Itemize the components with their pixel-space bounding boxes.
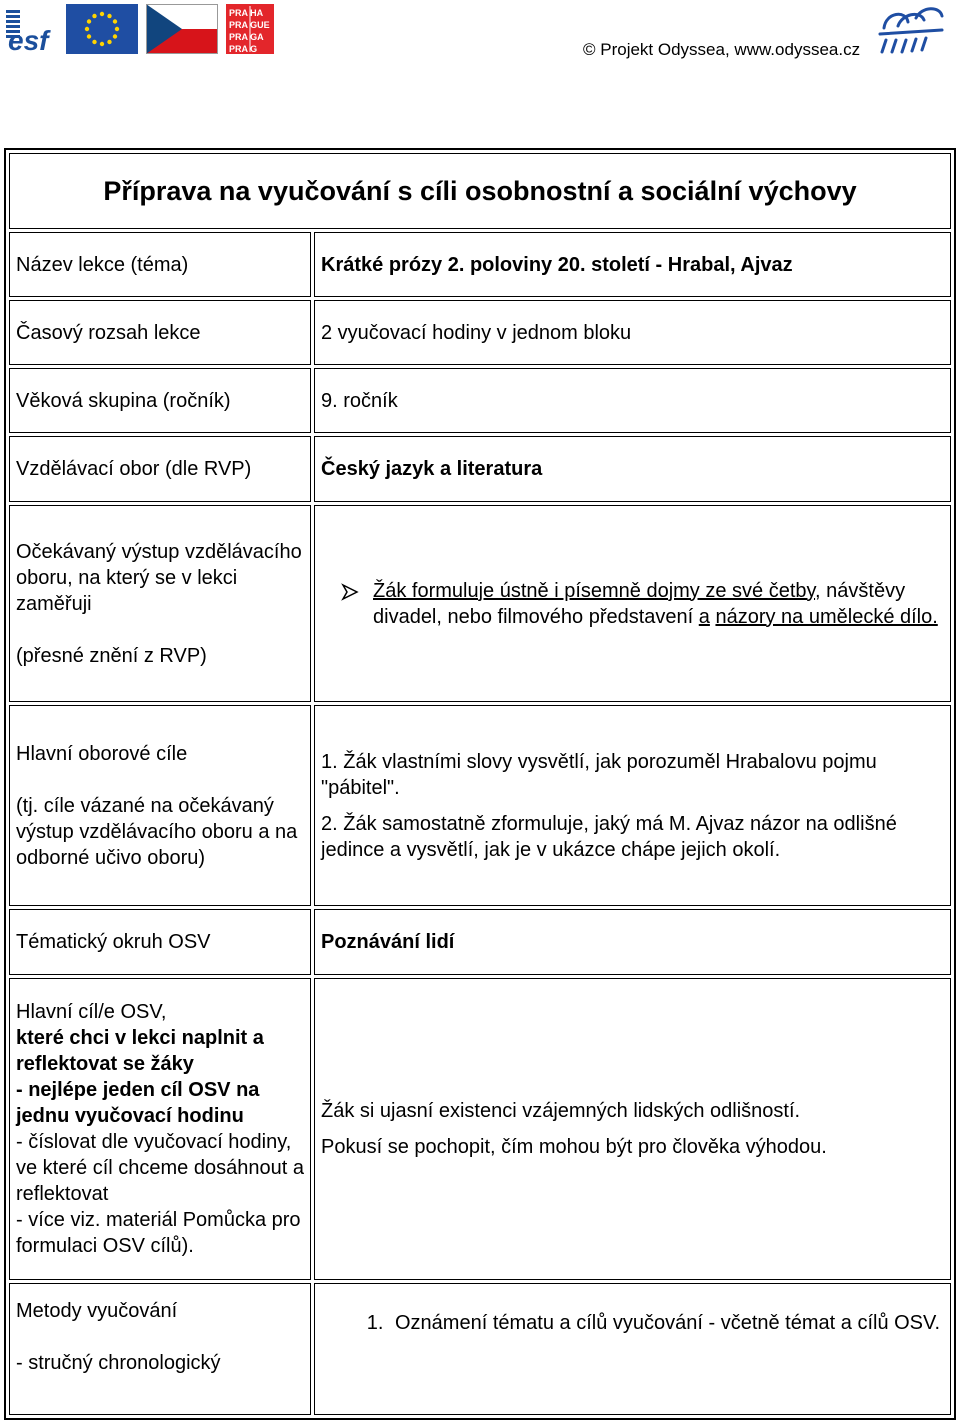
methods-item-1: 1. Oznámení tématu a cílů vyučování - včetně témat a cílů OSV. (389, 1310, 944, 1336)
osv-goals-label-2: které chci v lekci naplnit a reflektovat se žáky (16, 1027, 264, 1075)
osv-topic-value: Poznávání lidí (314, 909, 951, 975)
copyright-text: © Projekt Odyssea, www.odyssea.cz (583, 40, 861, 59)
main-goal-item-2: 2. Žák samostatně zformuluje, jaký má M. Ajvaz názor na odlišné jedince a vysvětlí, jak je v ukázce chápe jejich okolí. (321, 812, 897, 861)
praha-logo-line-1: PRA HA (229, 8, 263, 18)
row-methods (9, 1283, 951, 1415)
lesson-name-label: Název lekce (téma) (9, 232, 311, 297)
lesson-plan-table (4, 148, 956, 1420)
methods-list (321, 1310, 944, 1336)
praha-logo-line-3: PRA GA (229, 32, 264, 42)
expected-output-text-a: a (698, 605, 710, 628)
main-goals-sublabel: (tj. cíle vázané na očekávaný výstup vzdělávacího oboru a na odborné učivo oboru) (16, 794, 298, 869)
expected-output-note: (přesné znění z RVP) (16, 644, 207, 667)
eu-star-icon (100, 42, 104, 46)
osv-topic-label: Tématický okruh OSV (9, 909, 311, 975)
praha-logo (226, 4, 274, 54)
subject-value: Český jazyk a literatura (314, 436, 951, 502)
age-group-label: Věková skupina (ročník) (9, 368, 311, 433)
row-expected-output (9, 505, 951, 702)
row-time-range (9, 300, 951, 365)
praha-logo-line-4: PRA G (229, 44, 258, 54)
osv-goals-label-1: Hlavní cíl/e OSV, (16, 1001, 167, 1023)
expected-output-label: Očekávaný výstup vzdělávacího oboru, na který se v lekci zaměřuji (16, 540, 302, 615)
time-range-value: 2 vyučovací hodiny v jednom bloku (314, 300, 951, 365)
expected-output-text-start: Žák formuluje ústně i písemně dojmy ze své četby (373, 579, 816, 602)
eu-star-icon (85, 27, 89, 31)
age-group-value: 9. ročník (314, 368, 951, 433)
eu-star-icon (107, 14, 111, 18)
eu-star-icon (92, 40, 96, 44)
eu-star-icon (92, 14, 96, 18)
methods-sublabel: - stručný chronologický (16, 1352, 221, 1374)
osv-goals-label-4: - číslovat dle vyučovací hodiny, ve které cíl chceme dosáhnout a reflektovat (16, 1131, 304, 1205)
eu-star-icon (87, 19, 91, 23)
page-header (0, 0, 960, 70)
praha-logo-line-2: PRA GUE (229, 20, 270, 30)
esf-logo-text: esf (8, 25, 49, 54)
czech-flag (146, 4, 218, 54)
page-title: Příprava na vyučování s cíli osobnostní a sociální výchovy (9, 153, 951, 229)
eu-flag (66, 4, 138, 54)
eu-star-icon (113, 34, 117, 38)
row-lesson-name (9, 232, 951, 297)
row-age-group (9, 368, 951, 433)
main-goals-label: Hlavní oborové cíle (16, 742, 188, 765)
subject-label: Vzdělávací obor (dle RVP) (9, 436, 311, 502)
osv-goal-item-1: Žák si ujasní existenci vzájemných lidských odlišností. (321, 1100, 801, 1122)
osv-goals-label-3: - nejlépe jeden cíl OSV na jednu vyučovací hodinu (16, 1079, 260, 1127)
main-goal-item-1: 1. Žák vlastními slovy vysvětlí, jak porozuměl Hrabalovu pojmu "pábitel". (321, 750, 877, 799)
time-range-label: Časový rozsah lekce (9, 300, 311, 365)
eu-star-icon (87, 34, 91, 38)
eu-star-icon (113, 19, 117, 23)
expected-output-text-end: názory na umělecké dílo. (715, 605, 938, 628)
expected-output-text-mid: , návštěvy divadel, nebo filmového představení (373, 579, 906, 628)
lesson-name-value: Krátké prózy 2. poloviny 20. století - Hrabal, Ajvaz (314, 232, 951, 297)
expected-output-item (321, 578, 944, 630)
osv-goal-item-2: Pokusí se pochopit, čím mohou být pro člověka výhodou. (321, 1136, 827, 1158)
row-subject (9, 436, 951, 502)
esf-logo (4, 4, 60, 54)
row-osv-topic (9, 909, 951, 975)
methods-label: Metody vyučování (16, 1300, 178, 1322)
row-main-goals (9, 705, 951, 906)
eu-star-icon (115, 27, 119, 31)
row-osv-goals (9, 978, 951, 1280)
arrow-bullet-icon (341, 578, 373, 608)
eu-star-icon (107, 40, 111, 44)
eu-star-icon (100, 12, 104, 16)
odyssea-logo (876, 4, 946, 56)
osv-goals-label-5: - více viz. materiál Pomůcka pro formulaci OSV cílů). (16, 1209, 301, 1257)
